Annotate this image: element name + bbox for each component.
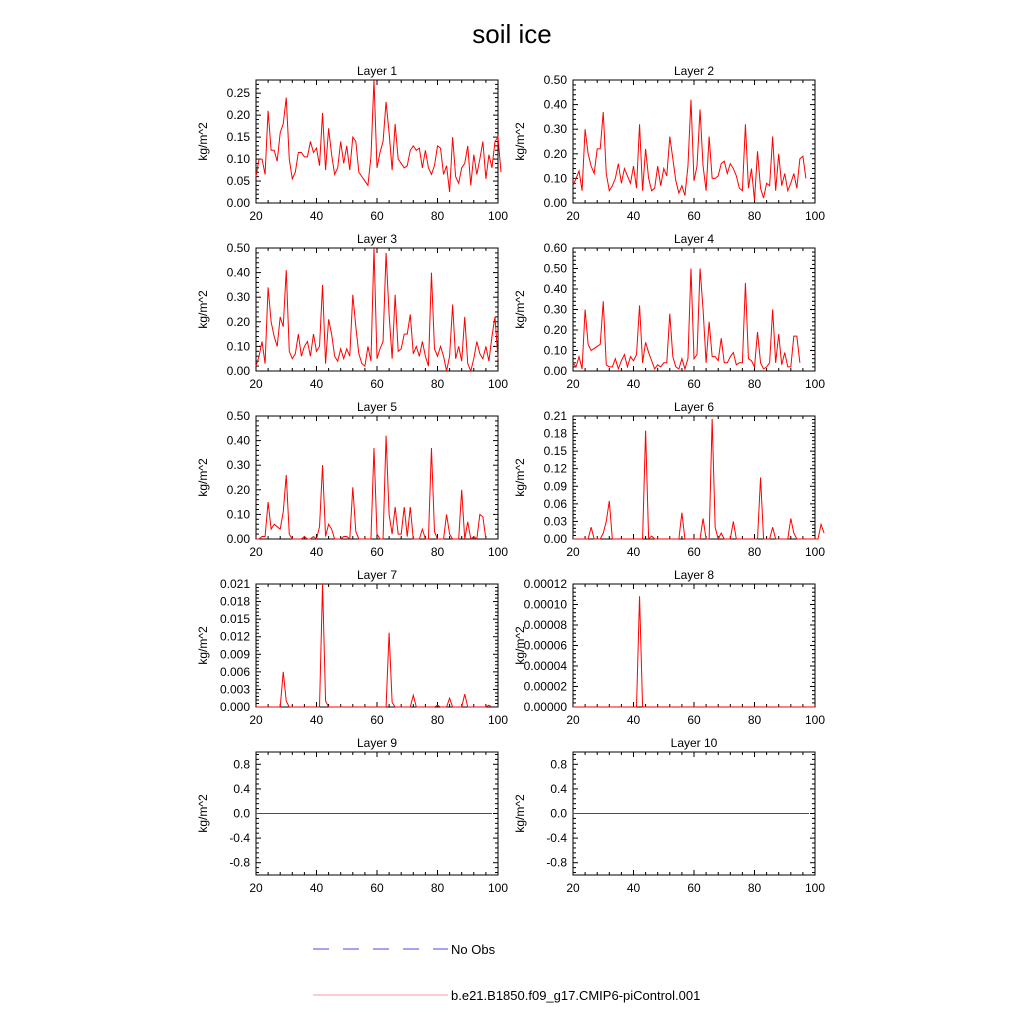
layer-9-ytick-label: -0.8 [229,855,250,870]
layer-9-ytick-label: 0.0 [233,806,250,821]
layer-10-ytick-label: 0.8 [550,757,567,772]
layer-10-ytick-label: 0.0 [550,806,567,821]
layer-8-ytick-label: 0.00002 [523,679,567,694]
layer-5-ytick-label: 0.10 [226,507,250,522]
layer-6-ytick-label: 0.03 [543,514,567,529]
layer-8-ytick-label: 0.00008 [523,618,567,632]
layer-3-ytick-label: 0.00 [226,364,250,378]
panel-layer-4 [513,232,825,391]
layer-7-xtick-label: 40 [309,713,324,727]
layer-4-ylabel: kg/m^2 [513,290,527,329]
layer-10-ytick-label: -0.4 [546,831,567,846]
layer-7-xtick-label: 20 [249,713,263,727]
layer-8-ytick-label: 0.00012 [523,577,567,591]
layer-10-xtick-label: 40 [626,881,641,895]
panel-layer-1 [196,64,508,223]
layer-2-ytick-label: 0.40 [543,97,567,112]
layer-7-ytick-label: 0.021 [219,577,250,591]
layer-8-xtick-label: 80 [747,713,762,727]
layer-10-xtick-label: 60 [687,881,701,895]
panel-layer-10 [513,736,825,895]
layer-4-xtick-label: 40 [626,377,641,391]
layer-5-ytick-label: 0.40 [226,433,250,448]
layer-5-ytick-label: 0.20 [226,482,250,497]
layer-3-xtick-label: 100 [487,377,509,391]
layer-3-ytick-label: 0.50 [226,241,250,255]
layer-7-series-line [256,584,492,707]
layer-5-xtick-label: 60 [370,545,384,559]
layer-6-ytick-label: 0.15 [543,444,567,459]
layer-1-ytick-label: 0.15 [226,130,250,145]
layer-2-ytick-label: 0.30 [543,122,567,137]
layer-9-ytick-label: -0.4 [229,831,250,846]
layer-4-ytick-label: 0.00 [543,364,567,378]
layer-2-ytick-label: 0.20 [543,146,567,161]
layer-6-ytick-label: 0.21 [543,409,567,423]
layer-3-series-line [256,248,498,371]
layer-8-xtick-label: 40 [626,713,641,727]
layer-8-ytick-label: 0.00006 [523,638,567,653]
layer-2-ytick-label: 0.10 [543,171,567,186]
panels-grid [196,64,825,895]
panel-layer-5 [196,400,508,559]
layer-6-ytick-label: 0.18 [543,426,567,441]
layer-7-ytick-label: 0.012 [219,629,250,644]
layer-1-ylabel: kg/m^2 [196,122,210,161]
layer-2-title: Layer 2 [673,64,715,78]
layer-7-ytick-label: 0.003 [219,682,250,697]
layer-4-ytick-label: 0.30 [543,302,567,317]
layer-1-ytick-label: 0.20 [226,108,250,123]
legend-label-model: b.e21.B1850.f09_g17.CMIP6-piControl.001 [451,988,701,1003]
layer-1-series-line [256,80,501,192]
layer-3-xtick-label: 20 [249,377,263,391]
layer-7-ytick-label: 0.000 [219,700,250,714]
layer-5-ylabel: kg/m^2 [196,458,210,497]
layer-1-xtick-label: 20 [249,209,263,223]
panel-layer-2 [513,64,825,223]
layer-8-xtick-label: 60 [687,713,701,727]
layer-4-ytick-label: 0.50 [543,261,567,276]
layer-6-xtick-label: 40 [626,545,641,559]
layer-10-xtick-label: 100 [804,881,826,895]
layer-3-ylabel: kg/m^2 [196,290,210,329]
panel-layer-6 [513,400,825,559]
legend-item-obs [313,942,496,957]
layer-10-title: Layer 10 [670,736,718,750]
layer-8-xtick-label: 20 [566,713,580,727]
layer-4-ytick-label: 0.20 [543,323,567,337]
layer-1-ytick-label: 0.05 [226,174,250,189]
layer-6-xtick-label: 20 [566,545,580,559]
layer-10-xtick-label: 80 [747,881,762,895]
panel-layer-8 [513,568,825,727]
layer-1-xtick-label: 40 [309,209,324,223]
layer-9-xtick-label: 20 [249,881,263,895]
layer-7-xtick-label: 80 [430,713,445,727]
layer-9-ytick-label: 0.8 [233,757,250,772]
layer-5-ytick-label: 0.00 [226,532,250,546]
layer-7-xtick-label: 100 [487,713,509,727]
layer-7-xtick-label: 60 [370,713,384,727]
layer-1-title: Layer 1 [356,64,398,78]
layer-10-ytick-label: -0.8 [546,855,567,870]
layer-6-ytick-label: 0.12 [543,461,567,476]
panel-layer-7 [196,568,508,727]
layer-2-series-line [573,100,806,201]
layer-9-xtick-label: 100 [487,881,509,895]
layer-2-ylabel: kg/m^2 [513,122,527,161]
layer-8-ytick-label: 0.00000 [523,700,567,714]
layer-2-xtick-label: 60 [687,209,701,223]
layer-4-ytick-label: 0.60 [543,241,567,255]
layer-3-xtick-label: 40 [309,377,324,391]
layer-10-ytick-label: 0.4 [550,781,567,796]
layer-2-xtick-label: 80 [747,209,762,223]
layer-6-xtick-label: 60 [687,545,701,559]
layer-5-xtick-label: 20 [249,545,263,559]
layer-1-xtick-label: 100 [487,209,509,223]
layer-3-ytick-label: 0.30 [226,290,250,305]
layer-6-series-line [573,419,824,539]
layer-6-ytick-label: 0.06 [543,496,567,511]
legend-label-obs: No Obs [451,942,496,957]
layer-1-ytick-label: 0.25 [226,86,250,101]
layer-4-xtick-label: 100 [804,377,826,391]
layer-5-xtick-label: 100 [487,545,509,559]
layer-2-ytick-label: 0.50 [543,73,567,87]
layer-8-xtick-label: 100 [804,713,826,727]
layer-1-ytick-label: 0.10 [226,152,250,167]
layer-6-ylabel: kg/m^2 [513,458,527,497]
layer-9-xtick-label: 80 [430,881,445,895]
layer-9-ylabel: kg/m^2 [196,794,210,833]
layer-6-title: Layer 6 [673,400,715,414]
layer-1-xtick-label: 60 [370,209,384,223]
layer-7-ytick-label: 0.009 [219,647,250,662]
layer-4-series-line [573,269,800,369]
layer-3-xtick-label: 60 [370,377,384,391]
layer-7-title: Layer 7 [356,568,398,582]
layer-2-xtick-label: 20 [566,209,580,223]
layer-4-ytick-label: 0.10 [543,343,567,358]
figure-title: soil ice [472,19,552,49]
layer-3-ytick-label: 0.40 [226,265,250,280]
layer-8-ytick-label: 0.00004 [523,659,567,673]
layer-1-xtick-label: 80 [430,209,445,223]
layer-6-ytick-label: 0.09 [543,479,567,494]
layer-3-ytick-label: 0.20 [226,314,250,329]
layer-5-ytick-label: 0.30 [226,458,250,473]
layer-3-title: Layer 3 [356,232,398,246]
layer-1-frame [256,80,498,203]
layer-7-ytick-label: 0.018 [219,594,250,609]
layer-8-ylabel: kg/m^2 [513,626,527,665]
layer-10-ylabel: kg/m^2 [513,794,527,833]
layer-4-xtick-label: 20 [566,377,580,391]
panel-layer-9 [196,736,508,895]
layer-7-ytick-label: 0.006 [219,664,250,679]
layer-4-xtick-label: 80 [747,377,762,391]
layer-1-ytick-label: 0.00 [226,196,250,210]
layer-7-ytick-label: 0.015 [219,612,250,627]
layer-9-ytick-label: 0.4 [233,781,250,796]
layer-5-series-line [256,436,486,539]
layer-4-xtick-label: 60 [687,377,701,391]
layer-9-xtick-label: 40 [309,881,324,895]
layer-5-title: Layer 5 [356,400,398,414]
layer-8-series-line [573,596,815,707]
layer-5-xtick-label: 40 [309,545,324,559]
layer-8-frame [573,584,815,707]
layer-2-xtick-label: 100 [804,209,826,223]
layer-2-frame [573,80,815,203]
layer-7-frame [256,584,498,707]
layer-4-ytick-label: 0.40 [543,282,567,296]
layer-8-ytick-label: 0.00010 [523,597,567,612]
layer-6-ytick-label: 0.00 [543,532,567,546]
layer-6-xtick-label: 100 [804,545,826,559]
legend-item-model [313,988,700,1003]
layer-3-xtick-label: 80 [430,377,445,391]
legend [313,942,700,1003]
layer-5-ytick-label: 0.50 [226,409,250,423]
layer-2-ytick-label: 0.00 [543,196,567,210]
layer-7-ylabel: kg/m^2 [196,626,210,665]
layer-9-title: Layer 9 [356,736,398,750]
layer-8-title: Layer 8 [673,568,715,582]
layer-3-ytick-label: 0.10 [226,339,250,354]
layer-4-title: Layer 4 [673,232,715,246]
layer-5-xtick-label: 80 [430,545,445,559]
layer-10-xtick-label: 20 [566,881,580,895]
layer-9-xtick-label: 60 [370,881,384,895]
layer-6-frame [573,416,815,539]
panel-layer-3 [196,232,508,391]
layer-2-xtick-label: 40 [626,209,641,223]
layer-6-xtick-label: 80 [747,545,762,559]
